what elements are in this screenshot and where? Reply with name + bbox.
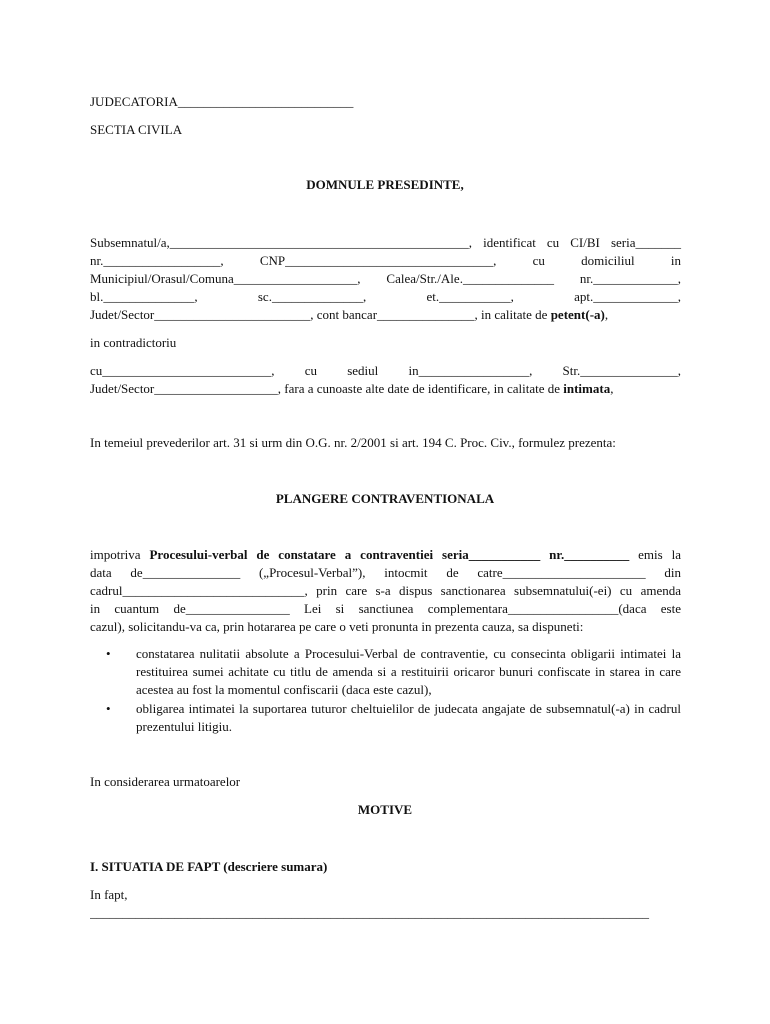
motive-heading: MOTIVE (357, 802, 413, 817)
bullet-icon: • (106, 646, 111, 661)
court-line: JUDECATORIA___________________________ (90, 94, 354, 109)
in-fapt-line: In fapt, (90, 887, 128, 902)
intimata-role: intimata (563, 381, 611, 396)
section-heading-situatia: I. SITUATIA DE FAPT (descriere sumara) (90, 859, 328, 874)
intimata-line-1: cu__________________________, cu sediul in_________________, Str._______________, (90, 363, 681, 378)
petent-line-5-end: , (604, 307, 609, 322)
petent-line-2: nr.__________________, CNP________________________________, cu domiciliul in (90, 253, 681, 268)
petent-line-4: bl.______________, sc.______________, et.___________, apt._____________, (90, 289, 681, 304)
document-title: PLANGERE CONTRAVENTIONALA (275, 491, 495, 506)
intimata-line-2-text: Judet/Sector___________________, fara a cunoaste alte date de identificare, in calitate de (90, 381, 564, 396)
impotriva-line-5: cazul), solicitandu-va ca, prin hotararea pe care o veti pronunta in prezenta cauza, sa dispuneti: (90, 619, 584, 634)
petent-line-5 (90, 306, 681, 324)
impotriva-line-2: data de_______________ („Procesul-Verbal”), intocmit de catre______________________ din (90, 565, 681, 580)
temei-line: In temeiul prevederilor art. 31 si urm din O.G. nr. 2/2001 si art. 194 C. Proc. Civ., formulez prezenta: (90, 435, 616, 450)
request-list-item (90, 700, 681, 736)
request-text: obligarea intimatei la suportarea tuturor cheltuielilor de judecata angajate de subsemnatul(-a) in cadrul prezentului litigiu. (136, 701, 681, 734)
request-text: constatarea nulitatii absolute a Procesului-Verbal de contraventie, cu consecinta obligarii intimatei la restituirea sumei achitate cu titlu de amenda si a restituirii oricaror bunuri confiscate in starea in care acestea au fost la momentul confiscarii (daca este cazul), (136, 646, 681, 697)
contradictoriu-line: in contradictoriu (90, 335, 177, 350)
petent-line-5-text: Judet/Sector________________________, cont bancar_______________, in calitate de (90, 307, 551, 322)
petent-line-3: Municipiul/Orasul/Comuna___________________, Calea/Str./Ale.______________ nr._____________, (90, 271, 681, 286)
considerare-line: In considerarea urmatoarelor (90, 774, 241, 789)
petent-role: petent(-a) (550, 307, 605, 322)
intimata-line-2 (90, 380, 681, 398)
section-line: SECTIA CIVILA (90, 122, 183, 137)
impotriva-line-1 (90, 546, 681, 564)
request-list-item (90, 645, 681, 699)
fact-fill-line: ______________________________________________________________________________________ (90, 905, 649, 920)
proces-verbal-reference: Procesului-verbal de constatare a contraventiei seria___________ nr.__________ (149, 547, 630, 562)
impotriva-line-4: in cuantum de________________ Lei si sanctiunea complementara_________________(daca este (90, 601, 681, 616)
salutation-heading: DOMNULE PRESEDINTE, (306, 177, 464, 192)
petent-line-1: Subsemnatul/a,______________________________________________, identificat cu CI/BI seria_______ (90, 235, 681, 250)
impotriva-line-1-text: impotriva (90, 547, 150, 562)
intimata-line-2-end: , (610, 381, 614, 396)
bullet-icon: • (106, 701, 111, 716)
impotriva-line-1-end: emis la (629, 547, 682, 562)
impotriva-line-3: cadrul____________________________, prin care s-a dispus sanctionarea subsemnatului(-ei) cu amenda (90, 583, 681, 598)
